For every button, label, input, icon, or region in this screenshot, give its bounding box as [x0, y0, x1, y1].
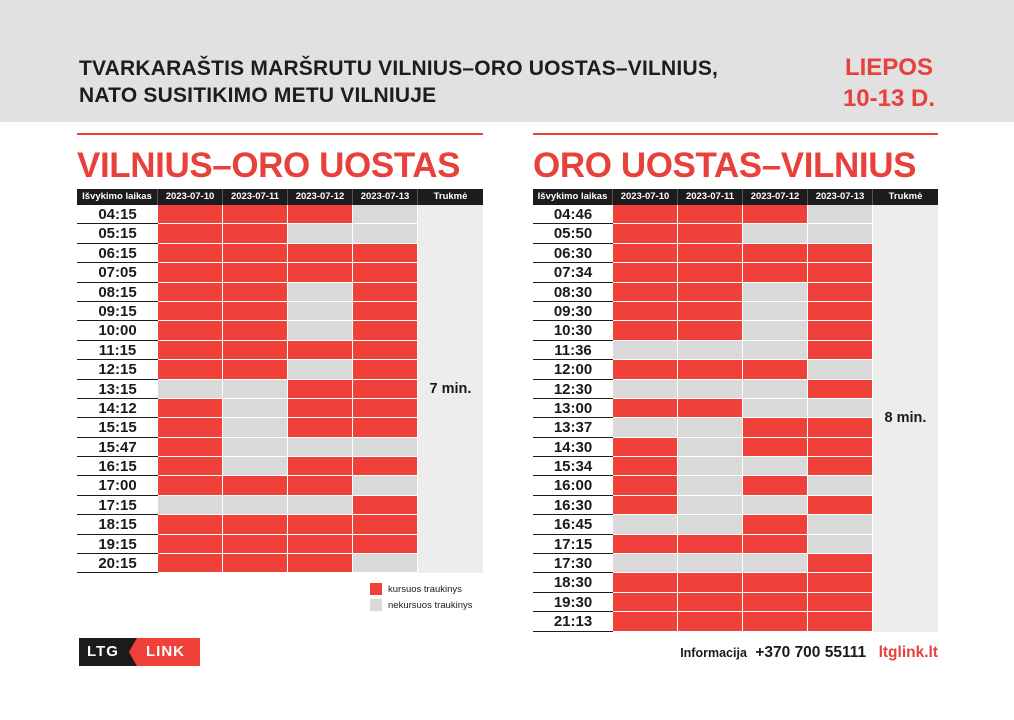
cell-running — [223, 321, 288, 340]
cell-not-running — [678, 341, 743, 360]
cell-not-running — [223, 418, 288, 437]
cell-running — [158, 438, 223, 457]
cell-running — [613, 535, 678, 554]
cell-not-running — [808, 476, 873, 495]
departure-time: 15:15 — [77, 418, 158, 437]
cell-running — [288, 263, 353, 282]
departure-time: 18:30 — [533, 573, 613, 592]
departure-time: 21:13 — [533, 612, 613, 631]
cell-running — [808, 302, 873, 321]
cell-not-running — [808, 399, 873, 418]
cell-running — [223, 515, 288, 534]
header-date: 2023-07-13 — [353, 189, 418, 205]
cell-running — [288, 399, 353, 418]
cell-running — [613, 476, 678, 495]
departure-time: 14:30 — [533, 438, 613, 457]
cell-running — [613, 302, 678, 321]
cell-running — [808, 244, 873, 263]
cell-running — [678, 244, 743, 263]
cell-not-running — [808, 224, 873, 243]
cell-not-running — [743, 399, 808, 418]
info-label: Informacija — [680, 646, 747, 660]
cell-running — [743, 476, 808, 495]
cell-not-running — [613, 380, 678, 399]
cell-running — [288, 535, 353, 554]
cell-running — [158, 418, 223, 437]
cell-not-running — [808, 535, 873, 554]
cell-running — [223, 263, 288, 282]
legend-swatch-grey — [370, 599, 382, 611]
departure-time: 12:00 — [533, 360, 613, 379]
cell-not-running — [678, 418, 743, 437]
cell-running — [678, 573, 743, 592]
cell-not-running — [613, 341, 678, 360]
cell-running — [158, 224, 223, 243]
departure-time: 08:30 — [533, 283, 613, 302]
cell-running — [678, 360, 743, 379]
cell-running — [613, 457, 678, 476]
cell-running — [223, 554, 288, 573]
cell-running — [353, 302, 418, 321]
cell-not-running — [288, 321, 353, 340]
cell-running — [223, 535, 288, 554]
departure-time: 07:05 — [77, 263, 158, 282]
cell-not-running — [743, 457, 808, 476]
cell-running — [743, 244, 808, 263]
cell-not-running — [223, 496, 288, 515]
cell-running — [288, 380, 353, 399]
header-banner — [0, 0, 1014, 122]
cell-running — [743, 263, 808, 282]
cell-running — [353, 341, 418, 360]
page-title-line1: TVARKARAŠTIS MARŠRUTU VILNIUS–ORO UOSTAS–VILNIUS, — [79, 57, 719, 80]
header-date: 2023-07-13 — [808, 189, 873, 205]
cell-running — [613, 224, 678, 243]
cell-not-running — [743, 341, 808, 360]
header-date: 2023-07-10 — [613, 189, 678, 205]
cell-running — [613, 283, 678, 302]
cell-not-running — [678, 554, 743, 573]
logo-text-link: LINK — [146, 643, 185, 660]
cell-running — [353, 244, 418, 263]
cell-running — [288, 476, 353, 495]
cell-running — [808, 418, 873, 437]
page-title — [79, 55, 718, 109]
cell-not-running — [353, 205, 418, 224]
cell-running — [743, 360, 808, 379]
cell-running — [158, 476, 223, 495]
cell-not-running — [353, 224, 418, 243]
departure-time: 10:00 — [77, 321, 158, 340]
phone-number[interactable]: +370 700 55111 — [755, 644, 867, 661]
cell-running — [678, 224, 743, 243]
cell-not-running — [353, 554, 418, 573]
legend-item-running — [370, 582, 472, 596]
cell-running — [353, 283, 418, 302]
header-date: 2023-07-11 — [678, 189, 743, 205]
cell-not-running — [808, 515, 873, 534]
departure-time: 11:36 — [533, 341, 613, 360]
cell-not-running — [743, 496, 808, 515]
section-airport-vilnius — [533, 133, 938, 632]
departure-time: 16:30 — [533, 496, 613, 515]
departure-time: 19:15 — [77, 535, 158, 554]
cell-not-running — [678, 380, 743, 399]
cell-not-running — [613, 515, 678, 534]
departure-time: 16:15 — [77, 457, 158, 476]
cell-running — [288, 205, 353, 224]
cell-running — [353, 380, 418, 399]
cell-not-running — [288, 496, 353, 515]
departure-time: 05:50 — [533, 224, 613, 243]
cell-running — [678, 205, 743, 224]
section-divider — [77, 133, 483, 135]
departure-time: 06:30 — [533, 244, 613, 263]
cell-running — [158, 360, 223, 379]
cell-running — [288, 457, 353, 476]
departure-time: 13:15 — [77, 380, 158, 399]
cell-running — [613, 321, 678, 340]
cell-running — [743, 573, 808, 592]
departure-time: 17:30 — [533, 554, 613, 573]
cell-not-running — [678, 496, 743, 515]
cell-running — [613, 496, 678, 515]
cell-running — [158, 515, 223, 534]
cell-running — [353, 321, 418, 340]
cell-not-running — [223, 438, 288, 457]
cell-not-running — [678, 515, 743, 534]
departure-time: 07:34 — [533, 263, 613, 282]
cell-running — [223, 244, 288, 263]
cell-running — [353, 457, 418, 476]
cell-running — [288, 341, 353, 360]
cell-running — [158, 535, 223, 554]
cell-running — [613, 438, 678, 457]
departure-time: 09:15 — [77, 302, 158, 321]
departure-time: 17:00 — [77, 476, 158, 495]
cell-running — [158, 341, 223, 360]
cell-not-running — [743, 224, 808, 243]
cell-not-running — [288, 302, 353, 321]
header-departure-time: Išvykimo laikas — [533, 189, 613, 205]
cell-running — [353, 360, 418, 379]
header-duration: Trukmė — [888, 191, 923, 202]
cell-running — [223, 476, 288, 495]
date-range — [843, 52, 935, 114]
cell-running — [223, 341, 288, 360]
cell-running — [353, 535, 418, 554]
cell-running — [613, 399, 678, 418]
date-days: 10-13 D. — [842, 85, 935, 112]
page-title-line2: NATO SUSITIKIMO METU VILNIUJE — [79, 84, 437, 107]
cell-running — [743, 205, 808, 224]
cell-not-running — [223, 457, 288, 476]
cell-running — [808, 593, 873, 612]
cell-running — [678, 321, 743, 340]
cell-running — [808, 554, 873, 573]
cell-running — [808, 496, 873, 515]
cell-running — [158, 321, 223, 340]
cell-running — [288, 418, 353, 437]
cell-not-running — [158, 496, 223, 515]
cell-running — [808, 321, 873, 340]
departure-time: 15:34 — [533, 457, 613, 476]
cell-running — [353, 418, 418, 437]
cell-running — [678, 535, 743, 554]
departure-time: 04:46 — [533, 205, 613, 224]
cell-running — [158, 399, 223, 418]
legend-label: kursuos traukinys — [388, 583, 462, 595]
table-header — [533, 189, 938, 205]
cell-running — [808, 457, 873, 476]
cell-running — [288, 244, 353, 263]
cell-running — [808, 573, 873, 592]
section-title: VILNIUS–ORO UOSTAS — [77, 146, 461, 185]
departure-time: 09:30 — [533, 302, 613, 321]
cell-running — [353, 515, 418, 534]
cell-running — [678, 302, 743, 321]
logo-text-ltg: LTG — [87, 643, 119, 660]
cell-running — [743, 593, 808, 612]
cell-running — [678, 593, 743, 612]
header-date: 2023-07-11 — [223, 189, 288, 205]
legend-swatch-red — [370, 583, 382, 595]
departure-time: 18:15 — [77, 515, 158, 534]
cell-not-running — [353, 476, 418, 495]
cell-running — [678, 399, 743, 418]
departure-time: 13:37 — [533, 418, 613, 437]
cell-running — [613, 244, 678, 263]
website-link[interactable]: ltglink.lt — [878, 644, 938, 661]
cell-running — [743, 418, 808, 437]
cell-running — [158, 244, 223, 263]
footer-info — [680, 644, 938, 662]
cell-running — [353, 263, 418, 282]
departure-time: 16:00 — [533, 476, 613, 495]
cell-not-running — [223, 399, 288, 418]
cell-not-running — [743, 380, 808, 399]
cell-running — [678, 612, 743, 631]
cell-not-running — [743, 302, 808, 321]
table-header — [77, 189, 483, 205]
cell-running — [158, 283, 223, 302]
cell-running — [743, 438, 808, 457]
header-date: 2023-07-12 — [288, 189, 353, 205]
cell-not-running — [743, 283, 808, 302]
cell-running — [743, 612, 808, 631]
ltg-link-logo — [79, 638, 200, 666]
cell-running — [223, 360, 288, 379]
cell-running — [613, 205, 678, 224]
legend-item-not-running — [370, 598, 472, 612]
departure-time: 19:30 — [533, 593, 613, 612]
cell-running — [223, 205, 288, 224]
cell-running — [613, 573, 678, 592]
duration-value: 8 min. — [873, 205, 938, 632]
cell-running — [223, 283, 288, 302]
schedule-table — [77, 189, 483, 573]
cell-running — [158, 554, 223, 573]
departure-time: 17:15 — [533, 535, 613, 554]
duration-value: 7 min. — [418, 205, 483, 573]
cell-running — [613, 360, 678, 379]
header-duration: Trukmė — [433, 191, 468, 202]
cell-not-running — [743, 321, 808, 340]
cell-not-running — [613, 554, 678, 573]
cell-running — [288, 554, 353, 573]
cell-running — [808, 380, 873, 399]
cell-not-running — [288, 224, 353, 243]
header-date: 2023-07-12 — [743, 189, 808, 205]
departure-time: 17:15 — [77, 496, 158, 515]
cell-not-running — [288, 283, 353, 302]
departure-time: 11:15 — [77, 341, 158, 360]
cell-not-running — [808, 360, 873, 379]
departure-time: 20:15 — [77, 554, 158, 573]
cell-not-running — [743, 554, 808, 573]
cell-running — [353, 399, 418, 418]
cell-running — [743, 535, 808, 554]
departure-time: 16:45 — [533, 515, 613, 534]
header-departure-time: Išvykimo laikas — [77, 189, 158, 205]
departure-time: 05:15 — [77, 224, 158, 243]
departure-time: 14:12 — [77, 399, 158, 418]
cell-not-running — [678, 438, 743, 457]
legend-label: nekursuos traukinys — [388, 599, 473, 611]
cell-running — [808, 341, 873, 360]
schedule-table — [533, 189, 938, 632]
cell-running — [808, 283, 873, 302]
section-vilnius-airport — [77, 133, 483, 573]
section-divider — [533, 133, 938, 135]
cell-running — [158, 205, 223, 224]
cell-running — [678, 283, 743, 302]
cell-not-running — [353, 438, 418, 457]
cell-not-running — [678, 457, 743, 476]
cell-running — [288, 515, 353, 534]
cell-running — [613, 612, 678, 631]
legend — [370, 582, 472, 614]
cell-running — [808, 612, 873, 631]
section-title: ORO UOSTAS–VILNIUS — [533, 146, 917, 185]
cell-running — [743, 515, 808, 534]
cell-running — [223, 302, 288, 321]
cell-not-running — [288, 360, 353, 379]
cell-not-running — [678, 476, 743, 495]
cell-not-running — [158, 380, 223, 399]
cell-not-running — [808, 205, 873, 224]
cell-running — [808, 263, 873, 282]
cell-not-running — [223, 380, 288, 399]
cell-running — [678, 263, 743, 282]
cell-running — [158, 302, 223, 321]
departure-time: 15:47 — [77, 438, 158, 457]
departure-time: 04:15 — [77, 205, 158, 224]
cell-not-running — [613, 418, 678, 437]
cell-running — [353, 496, 418, 515]
date-month: LIEPOS — [844, 54, 933, 81]
departure-time: 13:00 — [533, 399, 613, 418]
cell-running — [223, 224, 288, 243]
cell-running — [158, 457, 223, 476]
departure-time: 06:15 — [77, 244, 158, 263]
cell-not-running — [288, 438, 353, 457]
departure-time: 12:15 — [77, 360, 158, 379]
departure-time: 10:30 — [533, 321, 613, 340]
cell-running — [613, 593, 678, 612]
departure-time: 12:30 — [533, 380, 613, 399]
departure-time: 08:15 — [77, 283, 158, 302]
cell-running — [613, 263, 678, 282]
cell-running — [808, 438, 873, 457]
header-date: 2023-07-10 — [158, 189, 223, 205]
cell-running — [158, 263, 223, 282]
